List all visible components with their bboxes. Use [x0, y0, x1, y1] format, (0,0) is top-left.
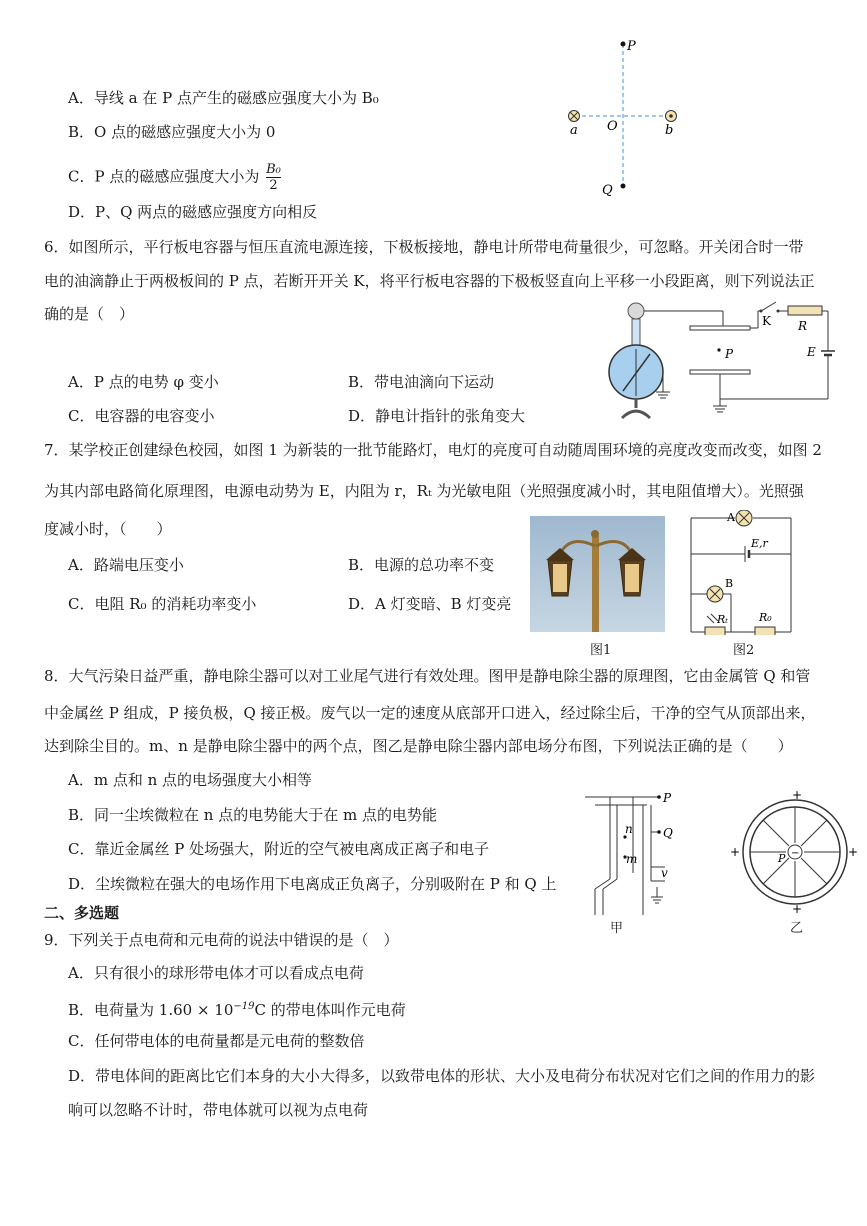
label-v: v	[661, 866, 668, 880]
q6-option-b: B．带电油滴向下运动	[348, 373, 495, 391]
q6-stem-line-2: 电的油滴静止于两极板间的 P 点，若断开开关 K，将平行板电容器的下极板竖直向上平移一小段距离，则下列说法正	[44, 272, 815, 290]
label-q: Q	[602, 183, 613, 198]
label-r: R	[798, 319, 808, 333]
q6-option-a: A．P 点的电势 φ 变小	[68, 373, 219, 391]
plus-left: +	[730, 845, 741, 859]
q6-figure	[598, 296, 843, 426]
q7-stem-line-2: 为其内部电路简化原理图，电源电动势为 E，内阻为 r，Rₜ 为光敏电阻（光照强度减小时，其电阻值增大）。光照强	[44, 482, 804, 500]
oil-drop	[717, 348, 720, 351]
q9-option-b-text-end: C 的带电体叫作元电荷	[254, 1001, 406, 1019]
resistor-r	[788, 306, 822, 315]
q7-option-d: D．A 灯变暗、B 灯变亮	[348, 595, 512, 613]
q6-option-c: C．电容器的电容变小	[68, 407, 215, 425]
q8-stem-line-2: 中金属丝 P 组成，P 接负极，Q 接正极。废气以一定的速度从底部开口进入，经过除尘后，干净的空气从顶部出来，	[44, 704, 816, 722]
lamp-b-icon	[707, 586, 723, 602]
label-q: Q	[663, 826, 673, 840]
label-n: n	[625, 822, 633, 836]
resistor-r0	[755, 627, 775, 635]
label-k: K	[762, 314, 771, 328]
electric-field-figure	[728, 789, 858, 915]
wire-b-out-of-page-icon	[666, 111, 677, 122]
q9-option-b-text: B．电荷量为 1.60 × 10	[68, 1001, 234, 1019]
label-p: P	[663, 791, 672, 805]
switch-k	[761, 302, 776, 311]
point-q-dot	[621, 184, 626, 189]
figure-yi-caption: 乙	[790, 921, 804, 936]
label-b: B	[725, 577, 734, 590]
q8-option-a: A．m 点和 n 点的电场强度大小相等	[68, 771, 313, 789]
q5-fraction-numerator: B₀	[266, 162, 281, 177]
label-p: P	[725, 347, 734, 361]
plus-bottom: +	[792, 902, 803, 915]
q5-option-c-text: C．P 点的磁感应强度大小为	[68, 167, 260, 186]
label-o: O	[607, 119, 618, 134]
q8-stem-line-1: 8．大气污染日益严重，静电除尘器可以对工业尾气进行有效处理。图甲是静电除尘器的原理图，它由金属管 Q 和管	[44, 667, 811, 685]
q7-stem-line-1: 7．某学校正创建绿色校园，如图 1 为新装的一批节能路灯，电灯的亮度可自动随周围环境的亮度改变而改变，如图 2	[44, 441, 822, 459]
q9-option-b-exponent: −19	[233, 1001, 255, 1012]
q6-stem-line-3: 确的是（ ）	[44, 305, 135, 323]
q7-circuit-figure	[683, 510, 798, 635]
label-a: A	[727, 511, 735, 524]
q8-option-b: B．同一尘埃微粒在 n 点的电势能大于在 m 点的电势能	[68, 806, 437, 824]
lamp-a-icon	[736, 510, 752, 526]
label-m: m	[626, 852, 638, 866]
plus-right: +	[848, 845, 858, 859]
minus-center: −	[791, 848, 800, 859]
label-e: E	[807, 345, 816, 359]
label-p: P	[778, 852, 786, 865]
q7-option-b: B．电源的总功率不变	[348, 556, 495, 574]
q9-option-a: A．只有很小的球形带电体才可以看成点电荷	[68, 964, 364, 982]
q9-option-d-line-2: 响可以忽略不计时，带电体就可以视为点电荷	[68, 1101, 369, 1119]
q7-option-a: A．路端电压变小	[68, 556, 184, 574]
q5-fraction	[266, 162, 281, 193]
q5-figure	[560, 34, 690, 204]
street-lamp-photo	[530, 516, 665, 632]
q6-option-d: D．静电计指针的张角变大	[348, 407, 526, 425]
q9-stem: 9．下列关于点电荷和元电荷的说法中错误的是（ ）	[44, 931, 399, 949]
figure-1-caption: 图1	[590, 643, 612, 658]
label-rt: Rₜ	[717, 613, 728, 626]
q8-stem-line-3: 达到除尘目的。m、n 是静电除尘器中的两个点，图乙是静电除尘器内部电场分布图，下列说法正确的是（ ）	[44, 737, 793, 755]
q9-option-b	[68, 997, 406, 1020]
label-a: a	[570, 123, 578, 138]
q9-option-c: C．任何带电体的电荷量都是元电荷的整数倍	[68, 1032, 365, 1050]
q8-option-d: D．尘埃微粒在强大的电场作用下电离成正负离子，分别吸附在 P 和 Q 上	[68, 875, 557, 893]
electroscope-knob	[628, 303, 644, 319]
q5-option-a: A．导线 a 在 P 点产生的磁感应强度大小为 B₀	[68, 89, 379, 107]
plus-top: +	[792, 789, 803, 802]
label-p: P	[627, 39, 636, 54]
label-b: b	[665, 123, 674, 138]
figure-jia-caption: 甲	[610, 921, 624, 936]
figure-2-caption: 图2	[733, 643, 755, 658]
q8-option-c: C．靠近金属丝 P 处场强大，附近的空气被电离成正离子和电子	[68, 840, 490, 858]
q7-stem-line-3: 度减小时，（ ）	[44, 520, 172, 538]
q5-option-d: D．P、Q 两点的磁感应强度方向相反	[68, 203, 318, 221]
electrostatic-precipitator-figure	[575, 787, 685, 915]
q5-fraction-denominator: 2	[269, 178, 278, 193]
label-e-r: E,r	[751, 537, 768, 550]
section-title-multiple-choice: 二、多选题	[44, 904, 120, 922]
label-r0: R₀	[759, 611, 772, 624]
q5-option-b: B．O 点的磁感应强度大小为 0	[68, 123, 276, 141]
q9-option-d-line-1: D．带电体间的距离比它们本身的大小大得多，以致带电体的形状、大小及电荷分布状况对它们之间的作用力的影	[68, 1067, 816, 1085]
wire-a-into-page-icon	[569, 111, 580, 122]
photoresistor-rt	[705, 627, 725, 635]
q6-stem-line-1: 6．如图所示，平行板电容器与恒压直流电源连接，下极板接地，静电计所带电荷量很少，可忽略。开关闭合时一带	[44, 238, 804, 256]
upper-plate	[690, 326, 750, 330]
lower-plate	[690, 370, 750, 374]
q5-option-c	[68, 162, 281, 193]
q7-option-c: C．电阻 R₀ 的消耗功率变小	[68, 595, 257, 613]
point-p-dot	[621, 42, 626, 47]
